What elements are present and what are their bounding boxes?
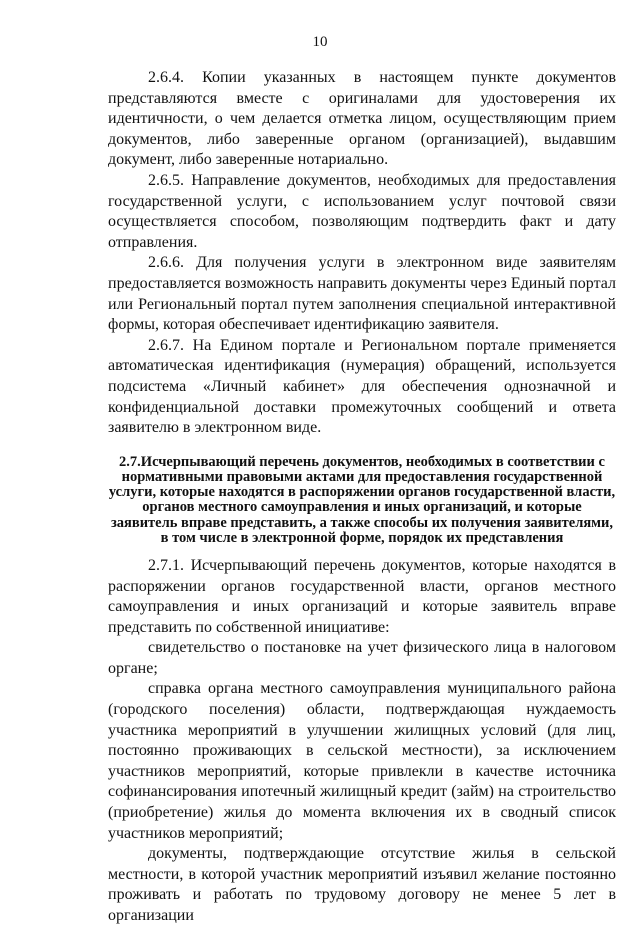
paragraph-2-6-4: 2.6.4. Копии указанных в настоящем пункте документов представляются вместе с оригиналами для удостоверения их идентичности, о чем делается отметка лицом, осуществляющим прием документов, либо заверенные органом (организацией), выдавшим документ, либо заверенные нотариально. [108,69,616,169]
list-item-tax-certificate: свидетельство о постановке на учет физического лица в налоговом органе; [108,639,616,677]
document-body [108,68,616,927]
paragraph-2-6-6: 2.6.6. Для получения услуги в электронном виде заявителям предоставляется возможность направить документы через Единый портал или Региональный портал путем заполнения специальной интерактивной формы, которая обеспечивает идентификацию заявителя. [108,254,616,334]
section-heading-2-7: 2.7.Исчерпывающий перечень документов, необходимых в соответствии с нормативными правовыми актами для предоставления государственной услуги, которые находятся в распоряжении органов государственной власти, органов местного самоуправления и иных организаций, и которые заявитель вправе представить, а также способы их получения заявителями, в том числе в электронной форме, порядок их представления [108,453,616,546]
list-item-municipal-certificate: справка органа местного самоуправления муниципального района (городского поселения) области, подтверждающая нуждаемость участника мероприятий в улучшении жилищных условий (для лиц, постоянно проживающих в сельской местности), за исключением участников мероприятий, которые привлекли в качестве источника софинансирования ипотечный жилищный кредит (займ) на строительство (приобретение) жилья до момента включения их в сводный список участников мероприятий; [108,680,616,842]
page-number: 10 [312,34,328,50]
paragraph-2-6-5: 2.6.5. Направление документов, необходимых для предоставления государственной услуги, с использованием услуг почтовой связи осуществляется способом, позволяющим подтвердить факт и дату отправления. [108,171,616,251]
paragraph-2-6-7: 2.6.7. На Едином портале и Региональном портале применяется автоматическая идентификация (нумерация) обращений, используется подсистема «Личный кабинет» для обеспечения однозначной и конфиденциальной доставки промежуточных сообщений и ответа заявителю в электронном виде. [108,336,616,437]
paragraph-2-7-1: 2.7.1. Исчерпывающий перечень документов, которые находятся в распоряжении органов государственной власти, органов местного самоуправления и иных организаций и которые заявитель вправе представить по собственной инициативе: [108,556,616,636]
list-item-housing-documents: документы, подтверждающие отсутствие жилья в сельской местности, в которой участник мероприятий изъявил желание постоянно проживать и работать по трудовому договору не менее 5 лет в организации [108,845,616,924]
